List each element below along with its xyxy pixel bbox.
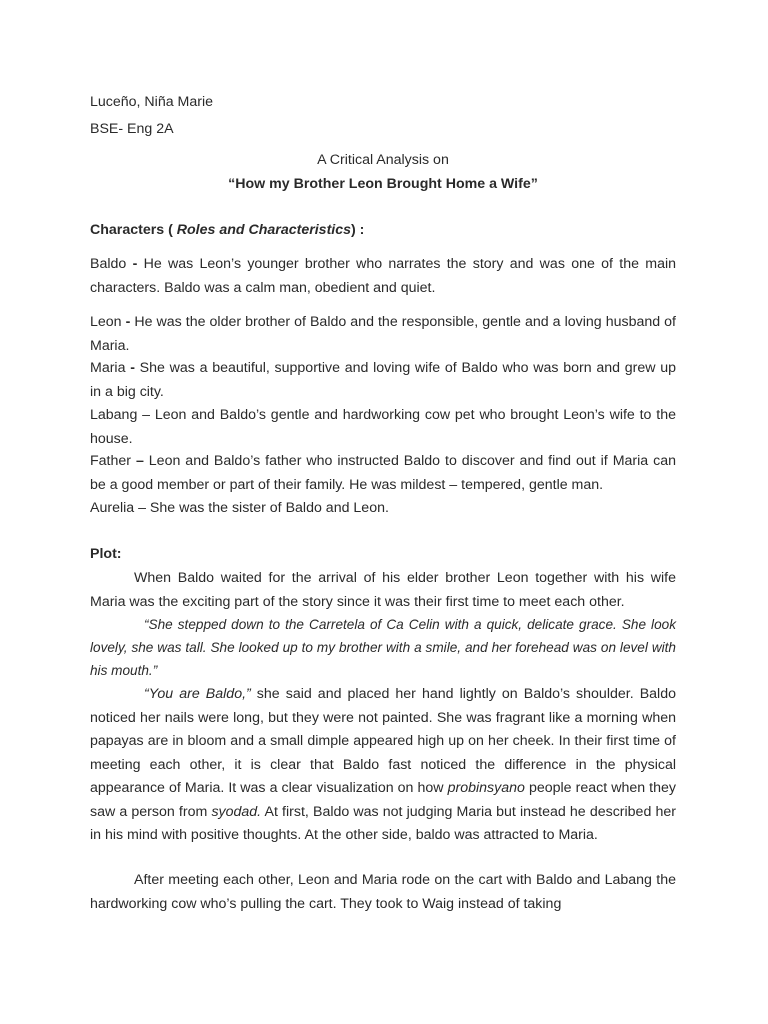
plot-quote-1: “She stepped down to the Carretela of Ca Celin with a quick, delicate grace. She look lovely, she was tall. She looked up to my brother with a smile, and her forehead was on level with his mouth.” [90,617,676,678]
character-aurelia: Aurelia – She was the sister of Baldo and Leon. [90,500,389,516]
paragraph-text: At first, Baldo was not judging Maria but instead he described her in his mind with positive thoughts. At the other side, baldo was attracted to Maria. [90,803,676,843]
characters-heading-prefix: Characters ( [90,222,177,238]
course-label: BSE- Eng 2A [90,121,174,137]
document-title: “How my Brother Leon Brought Home a Wife” [228,176,538,192]
character-name: Leon [90,314,122,330]
plot-paragraph-1: When Baldo waited for the arrival of his elder brother Leon together with his wife Maria was the exciting part of the story since it was their first time to meet each other. [90,570,676,610]
character-father [90,450,676,497]
character-name: Maria [90,360,126,376]
paragraph-text: she said and placed her hand lightly on Baldo’s shoulder. Baldo noticed her nails were long, but they were not painted. She was fragrant like a morning when papayas are in bloom and a small dimple appeared high up on her cheek. In their first time of meeting each other, it is clear that Baldo fast noticed the difference in the physical appearance of Maria. It was a clear visualization on how [90,686,676,796]
character-leon [90,311,676,358]
character-separator: - [126,256,144,272]
title-line-1: A Critical Analysis on [317,152,449,168]
character-maria [90,357,676,404]
characters-heading-suffix: ) : [351,222,365,238]
character-description: He was Leon’s younger brother who narrates the story and was one of the main characters. Baldo was a calm man, obedient and quiet. [90,256,676,296]
plot-heading: Plot: [90,546,122,562]
character-name: Baldo [90,256,127,272]
character-description: She was a beautiful, supportive and loving wife of Baldo who was born and grew up in a big city. [90,360,676,400]
author-name: Luceño, Niña Marie [90,94,214,110]
dialogue-quote: “You are Baldo,” [144,686,251,702]
character-labang: Labang – Leon and Baldo’s gentle and hardworking cow pet who brought Leon’s wife to the house. [90,407,676,447]
character-separator: – [131,453,149,469]
character-description: He was the older brother of Baldo and the responsible, gentle and a loving husband of Maria. [90,314,676,354]
character-separator: - [125,360,140,376]
character-description: Leon and Baldo’s father who instructed Baldo to discover and find out if Maria can be a good member or part of their family. He was mildest – tempered, gentle man. [90,453,676,493]
character-separator: - [121,314,135,330]
plot-paragraph-3: After meeting each other, Leon and Maria rode on the cart with Baldo and Labang the hardworking cow who’s pulling the cart. They took to Waig instead of taking [90,872,676,912]
characters-heading-italic: Roles and Characteristics [176,222,352,238]
paragraph-text: people react when they saw a person from [90,780,676,820]
emphasis-term: probinsyano [447,780,525,796]
characters-heading [90,219,676,243]
plot-paragraph-2 [90,683,676,848]
character-name: Father [90,453,132,469]
character-baldo [90,253,676,300]
emphasis-term: syodad. [211,803,262,820]
